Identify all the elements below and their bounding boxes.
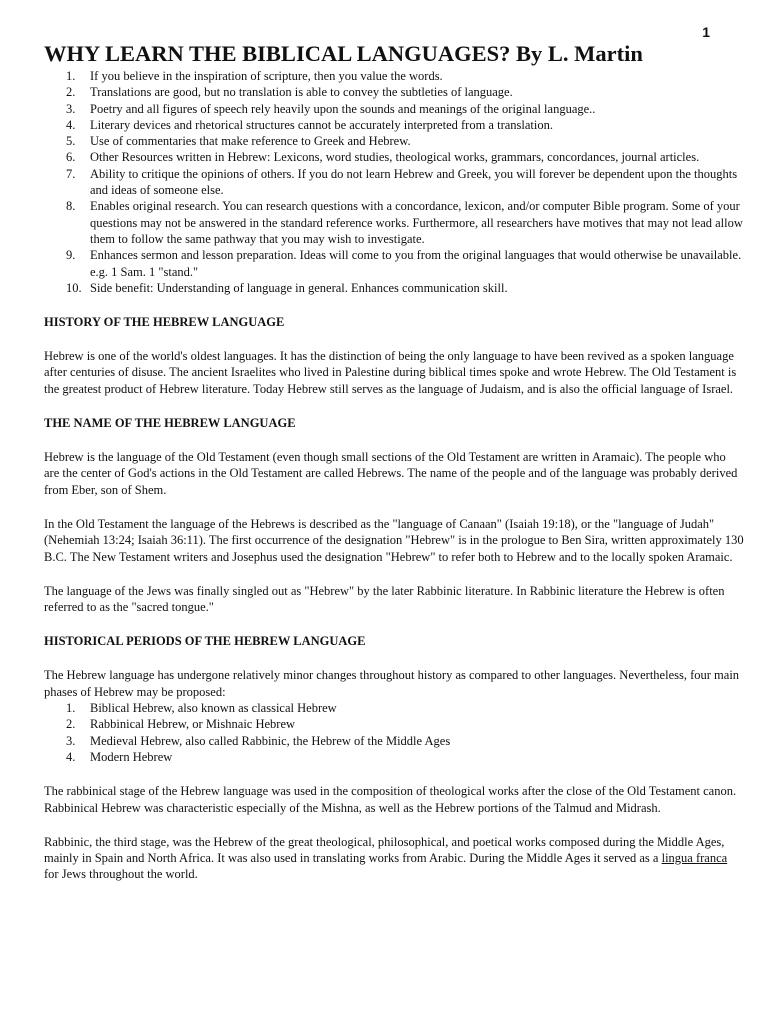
periods-heading: HISTORICAL PERIODS OF THE HEBREW LANGUAGE [44, 634, 366, 649]
page-number: 1 [702, 24, 710, 40]
document-title: WHY LEARN THE BIBLICAL LANGUAGES? By L. Martin [44, 41, 643, 66]
list-item: 1. If you believe in the inspiration of scripture, then you value the words. [66, 69, 443, 83]
list-item: 2. Rabbinical Hebrew, or Mishnaic Hebrew [66, 717, 296, 732]
medieval-paragraph: Rabbinic, the third stage, was the Hebrew of the great theological, philosophical, and poetical works composed during the Middle Ages, mainly in Spain and North Africa. It was also used in translating works from Arabic. During the Middle Ages it served as a lingua franca for Jews throughout the world. [44, 834, 728, 882]
reasons-list [44, 68, 744, 296]
history-heading: HISTORY OF THE HEBREW LANGUAGE [44, 315, 285, 330]
history-paragraph: Hebrew is one of the world's oldest languages. It has the distinction of being the only language to have been revived as a spoken language after centuries of disuse. The ancient Israelites who lived in Palestine during biblical times spoke and wrote Hebrew. The Old Testament is the greatest product of Hebrew literature. Today Hebrew still serves as the language of Judaism, and is also the official language of Israel. [44, 349, 737, 396]
document-body [44, 40, 744, 883]
name-paragraph-1: Hebrew is the language of the Old Testament (even though small sections of the Old Testament are written in Aramaic). The people who are the center of God's actions in the Old Testament are called Hebrews. The name of the people and of the language was probably derived from Eber, son of Shem. [44, 450, 738, 497]
name-paragraph-3: The language of the Jews was finally singled out as "Hebrew" by the later Rabbinic literature. In Rabbinic literature the Hebrew is often referred to as the "sacred tongue." [44, 583, 725, 615]
list-item: 5. Use of commentaries that make reference to Greek and Hebrew. [66, 134, 411, 149]
name-heading: THE NAME OF THE HEBREW LANGUAGE [44, 416, 296, 431]
list-item: 1. Biblical Hebrew, also known as classical Hebrew [66, 701, 337, 716]
periods-intro: The Hebrew language has undergone relatively minor changes throughout history as compared to other languages. Nevertheless, four main phases of Hebrew may be proposed: [44, 668, 740, 699]
list-item: 9. Enhances sermon and lesson preparation. Ideas will come to you from the original languages that would otherwise be unavailable. e.g. 1 Sam. 1 "stand." [66, 248, 742, 279]
periods-list [44, 700, 744, 765]
list-item: 4. Literary devices and rhetorical structures cannot be accurately interpreted from a translation. [66, 117, 553, 132]
list-item: 2. Translations are good, but no translation is able to convey the subtleties of language. [66, 85, 513, 100]
list-item: 3. Poetry and all figures of speech rely heavily upon the sounds and meanings of the original language.. [66, 101, 596, 116]
list-item: 7. Ability to critique the opinions of others. If you do not learn Hebrew and Greek, you will forever be dependent upon the thoughts and ideas of someone else. [66, 166, 738, 198]
name-paragraph-2: In the Old Testament the language of the Hebrews is described as the "language of Canaan" (Isaiah 19:18), or the "language of Judah" (Nehemiah 13:24; Isaiah 36:11). The first occurrence of the designation "Hebrew" is in the prologue to Ben Sira, written approximately 130 B.C. The New Testament writers and Josephus used the designation "Hebrew" to refer both to Hebrew and to the locally spoken Aramaic. [44, 516, 744, 564]
list-item: 10. Side benefit: Understanding of language in general. Enhances communication skill. [66, 280, 508, 295]
list-item: 8. Enables original research. You can research questions with a concordance, lexicon, and/or computer Bible program. Some of your questions may not be answered in the standard reference works. Furthermore, all researchers have motives that may not lead allow them to follow the same pathway that you may wish to investigate. [66, 199, 743, 246]
lingua-franca-link[interactable]: lingua franca [661, 851, 728, 866]
rabbinical-paragraph: The rabbinical stage of the Hebrew language was used in the composition of theological works after the close of the Old Testament canon. Rabbinical Hebrew was characteristic especially of the Mishna, as well as the Hebrew portions of the Talmud and Midrash. [44, 784, 737, 815]
list-item: 4. Modern Hebrew [66, 749, 173, 764]
list-item: 3. Medieval Hebrew, also called Rabbinic, the Hebrew of the Middle Ages [66, 733, 451, 748]
list-item: 6. Other Resources written in Hebrew: Lexicons, word studies, theological works, grammars, concordances, journal articles. [66, 150, 700, 165]
